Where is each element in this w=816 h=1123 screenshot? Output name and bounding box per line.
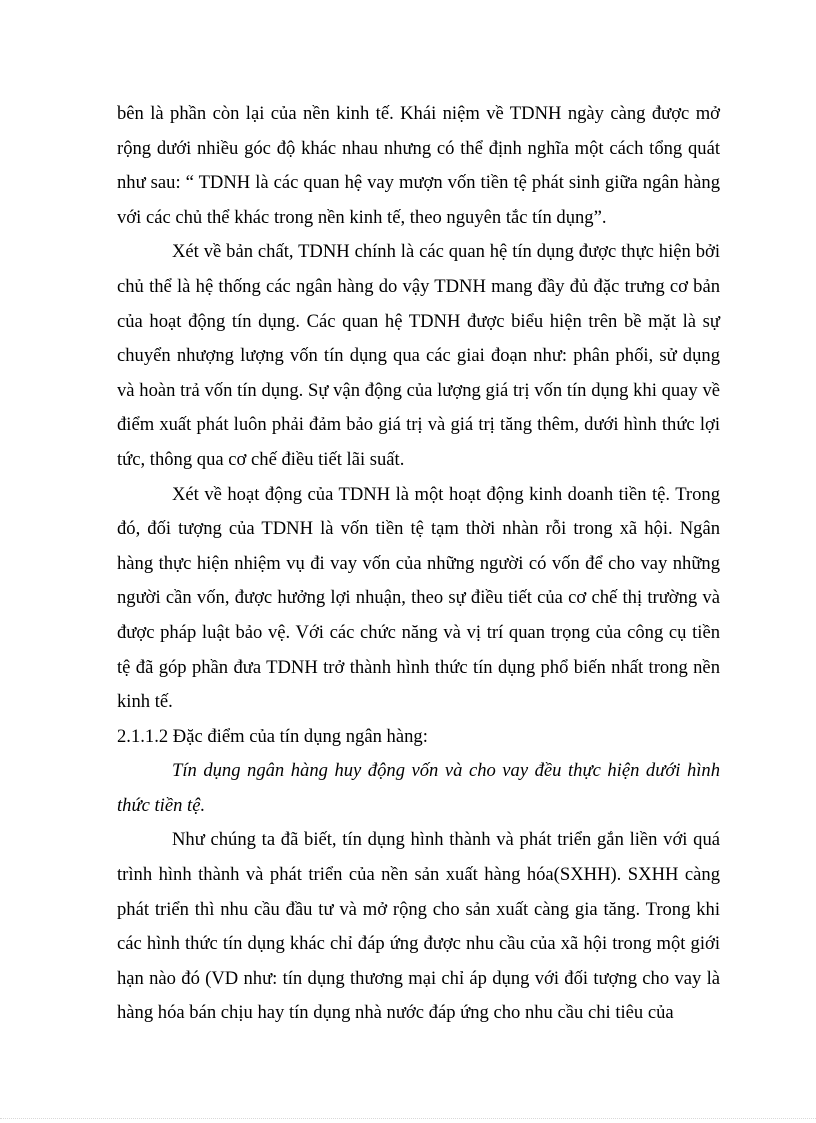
paragraph-development: Như chúng ta đã biết, tín dụng hình thành và phát triển gắn liền với quá trình hình thành và phát triển của nền sản xuất hàng hóa(SXHH). SXHH càng phát triển thì nhu cầu đầu tư và mở rộng cho sản xuất càng gia tăng. Trong khi các hình thức tín dụng khác chỉ đáp ứng được nhu cầu của xã hội trong một giới hạn nào đó (VD như: tín dụng thương mại chỉ áp dụng với đối tượng cho vay là hàng hóa bán chịu hay tín dụng nhà nước đáp ứng cho nhu cầu chi tiêu của [117, 829, 720, 1024]
italic-subheading: Tín dụng ngân hàng huy động vốn và cho vay đều thực hiện dưới hình thức tiền tệ. [117, 760, 720, 816]
document-body [117, 97, 720, 1031]
page-bottom-border [0, 1118, 816, 1119]
paragraph-activity: Xét về hoạt động của TDNH là một hoạt động kinh doanh tiền tệ. Trong đó, đối tượng của TDNH là vốn tiền tệ tạm thời nhàn rỗi trong xã hội. Ngân hàng thực hiện nhiệm vụ đi vay vốn của những người có vốn để cho vay những người cần vốn, được hưởng lợi nhuận, theo sự điều tiết của cơ chế thị trường và được pháp luật bảo vệ. Với các chức năng và vị trí quan trọng của công cụ tiền tệ đã góp phần đưa TDNH trở thành hình thức tín dụng phổ biến nhất trong nền kinh tế. [117, 483, 720, 713]
section-heading: 2.1.1.2 Đặc điểm của tín dụng ngân hàng: [117, 725, 428, 747]
paragraph-continuation: bên là phần còn lại của nền kinh tế. Khái niệm về TDNH ngày càng được mở rộng dưới nhiều góc độ khác nhau nhưng có thể định nghĩa một cách tổng quát như sau: “ TDNH là các quan hệ vay mượn vốn tiền tệ phát sinh giữa ngân hàng với các chủ thể khác trong nền kinh tế, theo nguyên tắc tín dụng”. [117, 103, 720, 228]
paragraph-nature: Xét về bản chất, TDNH chính là các quan hệ tín dụng được thực hiện bởi chủ thể là hệ thống các ngân hàng do vậy TDNH mang đầy đủ đặc trưng cơ bản của hoạt động tín dụng. Các quan hệ TDNH được biểu hiện trên bề mặt là sự chuyển nhượng lượng vốn tín dụng qua các giai đoạn như: phân phối, sử dụng và hoàn trả vốn tín dụng. Sự vận động của lượng giá trị vốn tín dụng khi quay về điểm xuất phát luôn phải đảm bảo giá trị và giá trị tăng thêm, dưới hình thức lợi tức, thông qua cơ chế điều tiết lãi suất. [117, 241, 720, 470]
